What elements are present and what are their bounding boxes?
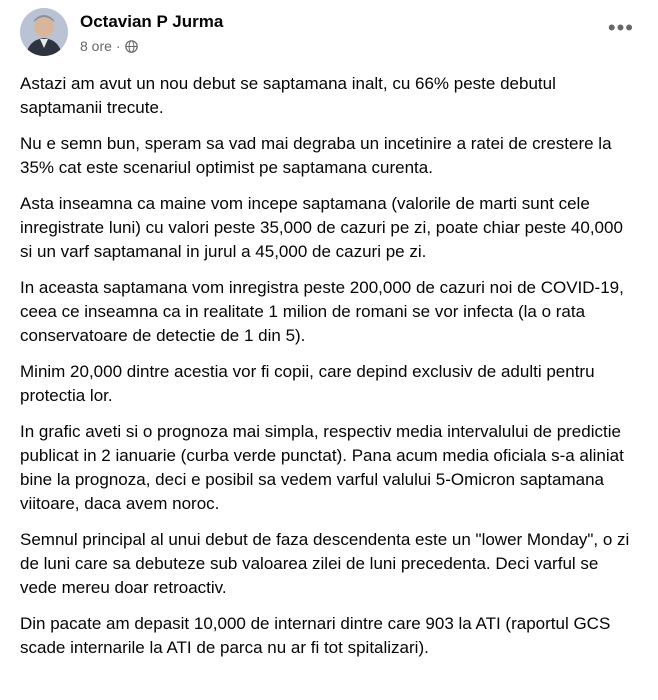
avatar[interactable] bbox=[20, 8, 68, 56]
post-paragraph: Semnul principal al unui debut de faza descendenta este un "lower Monday", o zi de luni care sa debuteze sub valoarea zilei de luni precedenta. Deci varful se vede mereu doar retroactiv. bbox=[20, 530, 630, 597]
post-time[interactable]: 8 ore bbox=[80, 38, 112, 54]
author-name[interactable]: Octavian P Jurma bbox=[80, 12, 224, 31]
meta-separator: · bbox=[115, 38, 121, 54]
post-paragraph: Nu e semn bun, speram sa vad mai degraba un incetinire a ratei de crestere la 35% cat este scenariul optimist pe saptamana curenta. bbox=[20, 134, 612, 177]
globe-icon[interactable] bbox=[125, 40, 138, 53]
post-paragraph: Din pacate am depasit 10,000 de internari dintre care 903 la ATI (raportul GCS scade internarile la ATI de parca nu ar fi tot spitalizari). bbox=[20, 614, 611, 657]
more-options-icon[interactable]: ••• bbox=[607, 15, 634, 40]
post-paragraph: In grafic aveti si o prognoza mai simpla, respectiv media intervalului de predictie publicat in 2 ianuarie (curba verde punctat). Pana acum media oficiala s-a aliniat bine la prognoza, deci e posibil sa vedem varful valului 5-Omicron saptamana viitoare, daca avem noroc. bbox=[20, 422, 624, 513]
post-paragraph: In aceasta saptamana vom inregistra peste 200,000 de cazuri noi de COVID-19, ceea ce inseamna ca in realitate 1 milion de romani se vor infecta (la o rata conservatoare de detectie de 1 din 5). bbox=[20, 278, 624, 345]
post-paragraph: Minim 20,000 dintre acestia vor fi copii, care depind exclusiv de adulti pentru protectia lor. bbox=[20, 362, 595, 405]
post-paragraph: Asta inseamna ca maine vom incepe saptamana (valorile de marti sunt cele inregistrate luni) cu valori peste 35,000 de cazuri pe zi, poate chiar peste 40,000 si un varf saptamanal in jurul a 45,000 de cazuri pe zi. bbox=[20, 194, 623, 261]
post-meta bbox=[80, 38, 138, 54]
post-paragraph: Astazi am avut un nou debut se saptamana inalt, cu 66% peste debutul saptamanii trecute. bbox=[20, 74, 556, 117]
post-header bbox=[20, 8, 638, 64]
post-body bbox=[20, 72, 638, 672]
